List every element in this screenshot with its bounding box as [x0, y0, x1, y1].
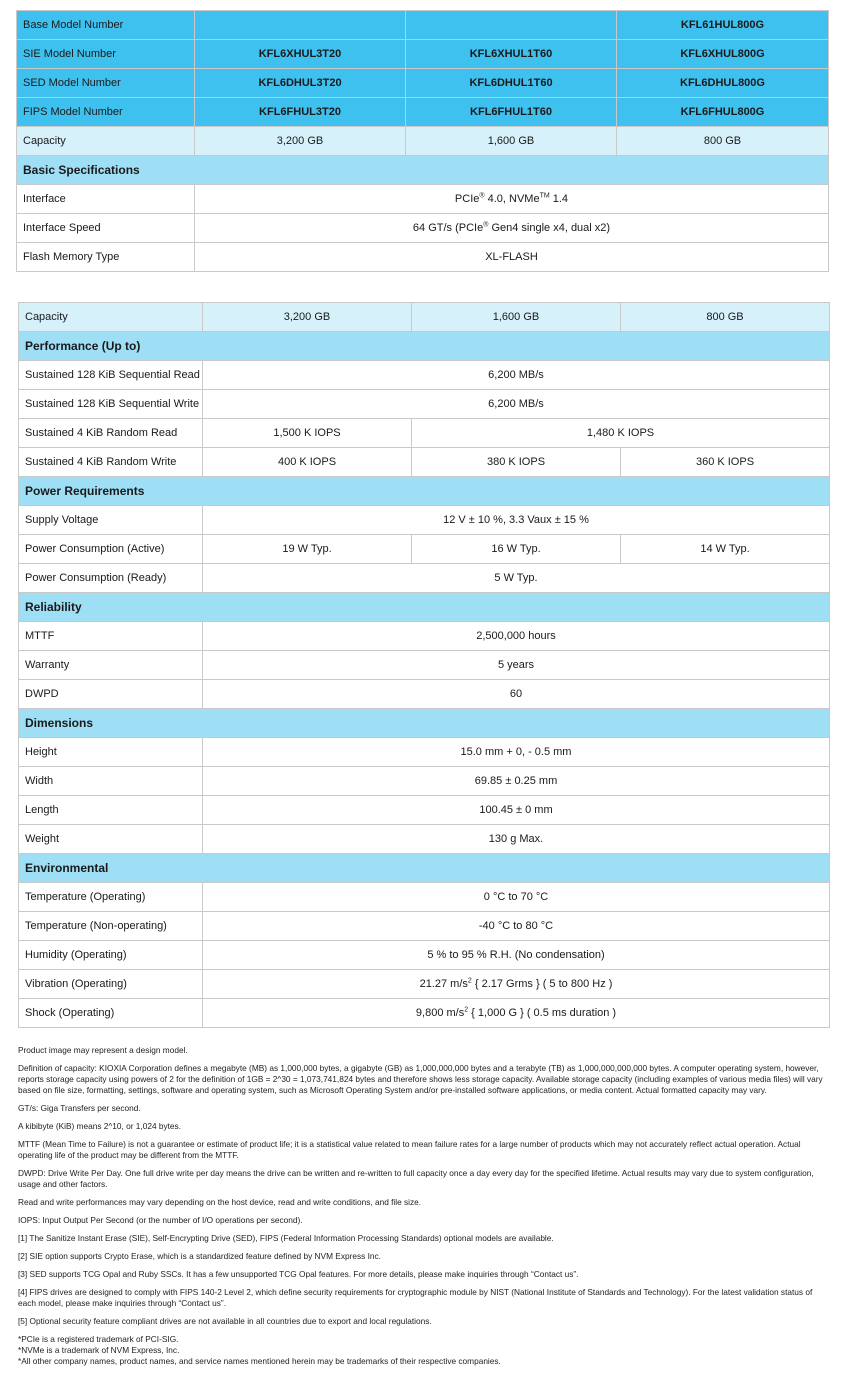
- row-shock: [19, 999, 830, 1028]
- note-5: [5] Optional security feature compliant drives are not available in all countries due to export and local regulations.: [18, 1316, 432, 1326]
- cell-800: KFL6DHUL800G: [617, 69, 829, 98]
- row-label: Height: [19, 738, 203, 767]
- cell-800: 800 GB: [617, 127, 829, 156]
- row-rand-write: [19, 448, 830, 477]
- cell-800: 800 GB: [621, 303, 830, 332]
- cell-3200: KFL6FHUL3T20: [195, 98, 406, 127]
- row-humidity: [19, 941, 830, 970]
- row-label: Humidity (Operating): [19, 941, 203, 970]
- footnotes: [18, 1045, 830, 1367]
- row-interface-speed: [17, 214, 829, 243]
- section-title: Power Requirements: [19, 477, 830, 506]
- cell-3200: 3,200 GB: [203, 303, 412, 332]
- squared-mark: 2: [464, 1006, 469, 1014]
- note-capacity-definition: Definition of capacity: KIOXIA Corporation defines a megabyte (MB) as 1,000,000 bytes, a gigabyte (GB) as 1,000,000,000 bytes and a terabyte (TB) as 1,000,000,000,000 bytes. A computer operating system, however, reports storage capacity using powers of 2 for the definition of 1GB = 2^30 = 1,073,741,824 bytes and therefore shows less storage capacity. Available storage capacity (including examples of various media files) will vary based on file size, formatting, settings, software and operating system, such as Microsoft Operating System and/or pre-installed software applications, or media content. Actual formatted capacity may vary.: [18, 1063, 823, 1095]
- row-dwpd: [19, 680, 830, 709]
- note-performance: Read and write performances may vary depending on the host device, read and write conditions, and file size.: [18, 1197, 422, 1207]
- cell-value: 60: [203, 680, 830, 709]
- row-label: MTTF: [19, 622, 203, 651]
- cell-value: -40 °C to 80 °C: [203, 912, 830, 941]
- section-title: Environmental: [19, 854, 830, 883]
- cell-3200: KFL6XHUL3T20: [195, 40, 406, 69]
- cell-1600: 16 W Typ.: [412, 535, 621, 564]
- row-label: Warranty: [19, 651, 203, 680]
- spec-table-details: [18, 302, 830, 1028]
- row-label: Supply Voltage: [19, 506, 203, 535]
- cell-3200: 3,200 GB: [195, 127, 406, 156]
- cell-1600: 1,600 GB: [412, 303, 621, 332]
- row-label: Sustained 4 KiB Random Write: [19, 448, 203, 477]
- cell-value: 5 % to 95 % R.H. (No condensation): [203, 941, 830, 970]
- cell-value: 69.85 ± 0.25 mm: [203, 767, 830, 796]
- cell-value: 6,200 MB/s: [203, 361, 830, 390]
- cell-value: 0 °C to 70 °C: [203, 883, 830, 912]
- row-label: Length: [19, 796, 203, 825]
- squared-mark: 2: [467, 977, 472, 985]
- note-iops: IOPS: Input Output Per Second (or the number of I/O operations per second).: [18, 1215, 303, 1225]
- trademark-mark: TM: [539, 192, 550, 200]
- row-label: Power Consumption (Ready): [19, 564, 203, 593]
- cell-value: 2,500,000 hours: [203, 622, 830, 651]
- cell-value: [195, 214, 829, 243]
- vibration-post: { 2.17 Grms } ( 5 to 800 Hz ): [471, 978, 613, 990]
- interface-mid: 4.0, NVMe: [484, 193, 540, 205]
- row-mttf: [19, 622, 830, 651]
- row-label: FIPS Model Number: [17, 98, 195, 127]
- row-seq-write: [19, 390, 830, 419]
- cell-3200: 19 W Typ.: [203, 535, 412, 564]
- row-height: [19, 738, 830, 767]
- cell-value: 15.0 mm + 0, - 0.5 mm: [203, 738, 830, 767]
- section-basic-specifications: [17, 156, 829, 185]
- speed-post: Gen4 single x4, dual x2): [488, 222, 611, 234]
- row-label: Vibration (Operating): [19, 970, 203, 999]
- trademark-nvme: *NVMe is a trademark of NVM Express, Inc.: [18, 1345, 180, 1355]
- row-label: Flash Memory Type: [17, 243, 195, 272]
- interface-pre: PCIe: [454, 193, 480, 205]
- row-label: Sustained 128 KiB Sequential Write: [19, 390, 203, 419]
- note-mttf: MTTF (Mean Time to Failure) is not a guarantee or estimate of product life; it is a statistical value related to mean failure rates for a large number of products which may not accurately reflect actual operation. Actual operating life of the product may be different from the MTTF.: [18, 1139, 801, 1160]
- row-label: Sustained 128 KiB Sequential Read: [19, 361, 203, 390]
- row-label: Interface: [17, 185, 195, 214]
- section-title: Dimensions: [19, 709, 830, 738]
- section-title: Basic Specifications: [17, 156, 829, 185]
- cell-800: KFL61HUL800G: [617, 11, 829, 40]
- row-warranty: [19, 651, 830, 680]
- section-dimensions: [19, 709, 830, 738]
- row-label: Temperature (Operating): [19, 883, 203, 912]
- note-1: [1] The Sanitize Instant Erase (SIE), Self-Encrypting Drive (SED), FIPS (Federal Information Processing Standards) optional models are available.: [18, 1233, 554, 1243]
- section-performance: [19, 332, 830, 361]
- vibration-pre: 21.27 m/s: [419, 978, 468, 990]
- cell-1600: KFL6DHUL1T60: [406, 69, 617, 98]
- row-label: Power Consumption (Active): [19, 535, 203, 564]
- cell-1600: [406, 11, 617, 40]
- row-capacity: [19, 303, 830, 332]
- note-product-image: Product image may represent a design model.: [18, 1045, 188, 1055]
- cell-800: KFL6FHUL800G: [617, 98, 829, 127]
- row-temp-operating: [19, 883, 830, 912]
- spec-table-models: [16, 10, 829, 272]
- cell-value: 100.45 ± 0 mm: [203, 796, 830, 825]
- row-label: Temperature (Non-operating): [19, 912, 203, 941]
- section-title: Reliability: [19, 593, 830, 622]
- row-vibration: [19, 970, 830, 999]
- cell-1600: KFL6XHUL1T60: [406, 40, 617, 69]
- note-3: [3] SED supports TCG Opal and Ruby SSCs. It has a few unsupported TCG Opal features. For more details, please make inquiries through “Contact us”.: [18, 1269, 579, 1279]
- row-power-ready: [19, 564, 830, 593]
- cell-value: [203, 970, 830, 999]
- row-label: SED Model Number: [17, 69, 195, 98]
- row-label: Sustained 4 KiB Random Read: [19, 419, 203, 448]
- interface-post: 1.4: [549, 193, 569, 205]
- note-gts: GT/s: Giga Transfers per second.: [18, 1103, 141, 1113]
- row-label: Capacity: [19, 303, 203, 332]
- section-title: Performance (Up to): [19, 332, 830, 361]
- cell-1600: 380 K IOPS: [412, 448, 621, 477]
- row-fips-model: [17, 98, 829, 127]
- section-reliability: [19, 593, 830, 622]
- cell-3200: 400 K IOPS: [203, 448, 412, 477]
- row-label: Capacity: [17, 127, 195, 156]
- row-temp-non-operating: [19, 912, 830, 941]
- cell-800: KFL6XHUL800G: [617, 40, 829, 69]
- note-dwpd: DWPD: Drive Write Per Day. One full drive write per day means the drive can be written and re-written to full capacity once a day every day for the specified lifetime. Actual results may vary due to system configuration, usage and other factors.: [18, 1168, 814, 1189]
- note-kibibyte: A kibibyte (KiB) means 2^10, or 1,024 bytes.: [18, 1121, 182, 1131]
- cell-1600: 1,600 GB: [406, 127, 617, 156]
- row-base-model: [17, 11, 829, 40]
- cell-value: [203, 999, 830, 1028]
- cell-3200: 1,500 K IOPS: [203, 419, 412, 448]
- cell-value: 6,200 MB/s: [203, 390, 830, 419]
- cell-800: 360 K IOPS: [621, 448, 830, 477]
- trademark-pcie: *PCIe is a registered trademark of PCI-SIG.: [18, 1334, 179, 1344]
- shock-post: { 1,000 G } ( 0.5 ms duration ): [468, 1007, 617, 1019]
- cell-value: 12 V ± 10 %, 3.3 Vaux ± 15 %: [203, 506, 830, 535]
- row-flash-memory-type: [17, 243, 829, 272]
- row-label: DWPD: [19, 680, 203, 709]
- row-width: [19, 767, 830, 796]
- cell-1600: KFL6FHUL1T60: [406, 98, 617, 127]
- registered-mark: ®: [479, 192, 485, 200]
- section-environmental: [19, 854, 830, 883]
- row-label: Width: [19, 767, 203, 796]
- cell-value: XL-FLASH: [195, 243, 829, 272]
- row-label: Shock (Operating): [19, 999, 203, 1028]
- row-supply-voltage: [19, 506, 830, 535]
- row-rand-read: [19, 419, 830, 448]
- shock-pre: 9,800 m/s: [415, 1007, 465, 1019]
- registered-mark: ®: [483, 221, 489, 229]
- row-label: Weight: [19, 825, 203, 854]
- cell-1600-800: 1,480 K IOPS: [412, 419, 830, 448]
- section-power-requirements: [19, 477, 830, 506]
- row-label: Interface Speed: [17, 214, 195, 243]
- note-2: [2] SIE option supports Crypto Erase, which is a standardized feature defined by NVM Express Inc.: [18, 1251, 381, 1261]
- row-label: SIE Model Number: [17, 40, 195, 69]
- row-capacity: [17, 127, 829, 156]
- cell-3200: KFL6DHUL3T20: [195, 69, 406, 98]
- row-weight: [19, 825, 830, 854]
- cell-value: 5 W Typ.: [203, 564, 830, 593]
- row-sed-model: [17, 69, 829, 98]
- row-label: Base Model Number: [17, 11, 195, 40]
- cell-value: [195, 185, 829, 214]
- row-sie-model: [17, 40, 829, 69]
- row-length: [19, 796, 830, 825]
- cell-3200: [195, 11, 406, 40]
- cell-value: 5 years: [203, 651, 830, 680]
- cell-value: 130 g Max.: [203, 825, 830, 854]
- cell-800: 14 W Typ.: [621, 535, 830, 564]
- row-interface: [17, 185, 829, 214]
- speed-pre: 64 GT/s (PCIe: [412, 222, 484, 234]
- trademark-others: *All other company names, product names, and service names mentioned herein may be trademarks of their respective companies.: [18, 1356, 501, 1366]
- row-seq-read: [19, 361, 830, 390]
- note-4: [4] FIPS drives are designed to comply with FIPS 140-2 Level 2, which define security requirements for cryptographic module by NIST (National Institute of Standards and Technology). For the latest validation status of each model, please make inquiries through “Contact us”.: [18, 1287, 813, 1308]
- row-power-active: [19, 535, 830, 564]
